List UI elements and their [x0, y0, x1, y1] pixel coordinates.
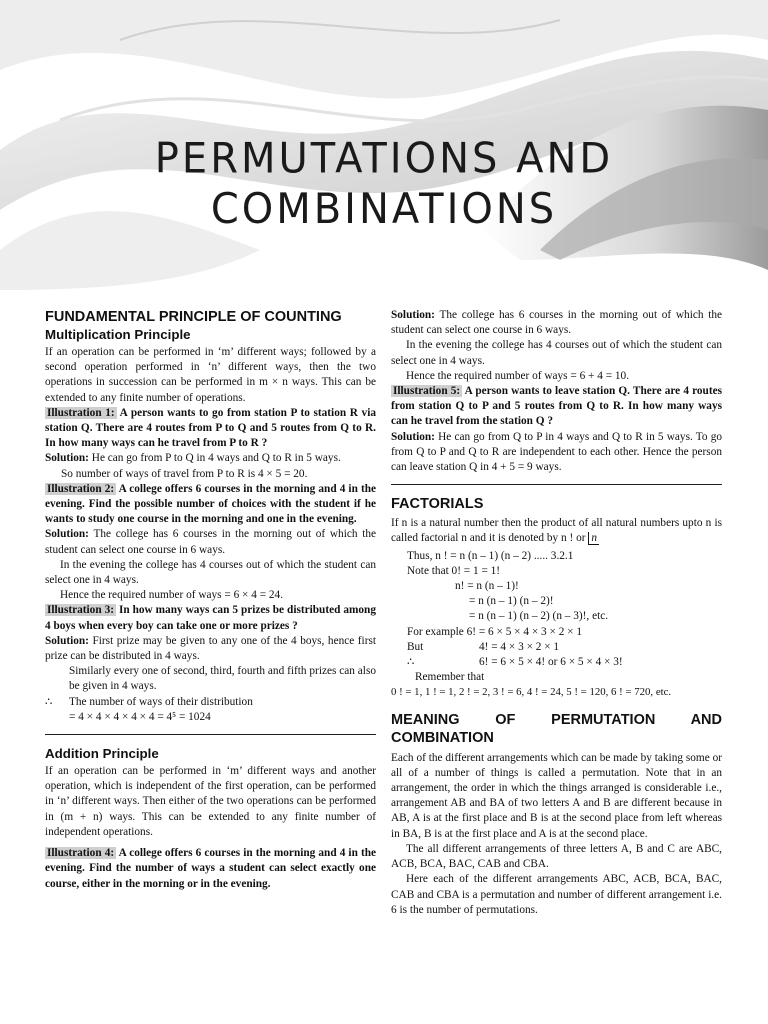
paragraph-permutations: Here each of the different arrangements ABC, ACB, BCA, BAC, CAB and CBA is a permutation and number of different arrangement i.e. 6 is the number of permutations. — [391, 873, 722, 916]
heading-meaning-permutation: MEANING OF PERMUTATION AND COMBINATION — [391, 711, 722, 746]
solution-3 — [45, 634, 376, 664]
but-label: But — [407, 640, 424, 653]
solution-2 — [45, 527, 376, 557]
paragraph-addition: If an operation can be performed in ‘m’ different ways and another operation, which is independent of the first operation, can be performed in ‘n’ different ways. Then either of the two operations can be performed in (m + n) ways. This can be extended to any finite number of independent operations. — [45, 765, 376, 838]
factorial-line-6: For example 6! = 6 × 5 × 4 × 3 × 2 × 1 — [407, 625, 583, 638]
illustration-2-text: A college offers 6 courses in the morning and 4 in the evening. Find the possible number of choices with the student if he wants to study one course in the morning and one in the evening. — [45, 482, 377, 526]
factorial-line-8 — [407, 655, 722, 670]
factorial-line-1: Thus, n ! = n (n – 1) (n – 2) ..... 3.2.1 — [407, 549, 574, 562]
factorial-symbol: n — [588, 532, 599, 545]
factorial-line-4: = n (n – 1) (n – 2)! — [469, 595, 554, 608]
factorial-line-5: = n (n – 1) (n – 2) (n – 3)!, etc. — [469, 610, 609, 623]
solution-1-result: So number of ways of travel from P to R is 4 × 5 = 20. — [61, 467, 308, 480]
section-divider — [45, 734, 376, 735]
factorial-six: 6! = 6 × 5 × 4! or 6 × 5 × 4 × 3! — [479, 656, 623, 669]
illustration-4-tag: Illustration 4: — [47, 847, 115, 860]
illustration-1 — [45, 406, 376, 452]
therefore-symbol: ∴ — [407, 656, 415, 669]
heading-fundamental-principle: FUNDAMENTAL PRINCIPLE OF COUNTING — [45, 309, 342, 325]
solution-4-tag: Solution: — [391, 309, 435, 321]
title-line-1: PERMUTATIONS AND — [154, 134, 614, 183]
illustration-4-text: A college offers 6 courses in the morning and 4 in the evening. Find the number of ways a student can select exactly one course, either in the morning or in the evening. — [45, 847, 377, 890]
illustration-2 — [45, 482, 376, 528]
right-column — [391, 308, 722, 918]
illustration-4 — [45, 846, 376, 892]
heading-addition-principle: Addition Principle — [45, 746, 159, 762]
factorial-line-7 — [407, 640, 722, 655]
factorial-examples — [391, 549, 722, 686]
paragraph-meaning: Each of the different arrangements which can be made by taking some or all of a number of things is called a permutation. Note that in an arrangement, the order in which the things arranged is considerable i.e., arrangement AB and BA of two letters A and B are different because in AB, A is at the first place and B is at the second place from left whereas in BA, B is at the first place and A is at the second place. — [391, 751, 722, 840]
solution-2-text: The college has 6 courses in the morning out of which the student can select one course in 6 ways. — [45, 528, 376, 556]
factorial-values: 0 ! = 1, 1 ! = 1, 2 ! = 2, 3 ! = 6, 4 ! = 24, 5 ! = 120, 6 ! = 720, etc. — [391, 686, 672, 699]
solution-3-similarly: Similarly every one of second, third, fourth and fifth prizes can also be given in 4 ways. — [69, 665, 376, 693]
solution-1 — [45, 451, 376, 466]
illustration-5-text: A person wants to leave station Q. There are 4 routes from station Q to P and 5 routes from Q to R. In how many ways can he travel from the station Q ? — [391, 385, 723, 428]
solution-5 — [391, 430, 722, 476]
illustration-3-tag: Illustration 3: — [47, 604, 114, 617]
factorial-line-3: n! = n (n – 1)! — [455, 580, 519, 593]
illustration-3-text: In how many ways can 5 prizes be distributed among 4 boys when every boy can take one or more prizes ? — [45, 604, 376, 632]
factorial-line-9: Remember that — [415, 671, 485, 684]
solution-3-text: First prize may be given to any one of the 4 boys, hence first prize can be distributed in 4 ways. — [45, 634, 376, 663]
illustration-3 — [45, 603, 376, 633]
illustration-5 — [391, 384, 722, 430]
therefore-symbol: ∴ — [45, 695, 53, 708]
illustration-1-text: A person wants to go from station P to station R via station Q. There are 4 routes from P to Q and 5 routes from Q to R. In how many ways can he travel from P to R ? — [45, 406, 376, 450]
solution-4 — [391, 308, 722, 338]
solution-4-result: Hence the required number of ways = 6 + 4 = 10. — [406, 369, 630, 382]
illustration-5-tag: Illustration 5: — [393, 385, 461, 398]
solution-1-tag: Solution: — [45, 452, 89, 465]
factorial-definition: If n is a natural number then the product of all natural numbers upto n is called factorial n and it is denoted by n ! or — [391, 517, 722, 545]
illustration-2-tag: Illustration 2: — [47, 482, 115, 495]
solution-1-text: He can go from P to Q in 4 ways and Q to R in 5 ways. — [91, 452, 341, 465]
solution-3-count: The number of ways of their distribution — [69, 695, 253, 708]
solution-2-evening: In the evening the college has 4 courses out of which the student can select one in 4 ways. — [45, 558, 376, 587]
solution-4-text: The college has 6 courses in the morning out of which the student can select one course in 6 ways. — [391, 309, 722, 337]
illustration-1-tag: Illustration 1: — [47, 406, 115, 419]
solution-5-tag: Solution: — [391, 430, 435, 443]
section-divider — [391, 484, 722, 485]
solution-2-tag: Solution: — [45, 528, 89, 541]
solution-5-text: He can go from Q to P in 4 ways and Q to R in 5 ways. To go from Q to P and Q to R are independent to each other. Hence the person can leave station Q in 4 + 5 = 9 ways. — [391, 430, 722, 474]
factorial-four: 4! = 4 × 3 × 2 × 1 — [479, 640, 560, 653]
heading-factorials: FACTORIALS — [391, 496, 484, 513]
factorial-line-2: Note that 0! = 1 = 1! — [407, 564, 501, 577]
page-title — [0, 134, 768, 235]
solution-3-therefore — [45, 695, 376, 710]
left-column — [45, 308, 376, 892]
solution-3-tag: Solution: — [45, 634, 89, 647]
paragraph-factorial — [391, 516, 722, 546]
solution-4-evening: In the evening the college has 4 courses out of which the student can select one in 4 ways. — [391, 339, 722, 367]
paragraph-multiplication: If an operation can be performed in ‘m’ different ways; followed by a second operation performed in ‘n’ different ways, then the two operations in succession can be performed in m × n ways. This can be extended to any finite number of operations. — [45, 346, 376, 404]
paragraph-arrangements: The all different arrangements of three letters A, B and C are ABC, ACB, BCA, BAC, CAB and CBA. — [391, 842, 722, 871]
title-line-2: COMBINATIONS — [210, 185, 558, 234]
heading-multiplication-principle: Multiplication Principle — [45, 327, 191, 342]
solution-2-result: Hence the required number of ways = 6 × 4 = 24. — [60, 589, 284, 602]
solution-3-result: = 4 × 4 × 4 × 4 × 4 = 4⁵ = 1024 — [69, 710, 211, 723]
